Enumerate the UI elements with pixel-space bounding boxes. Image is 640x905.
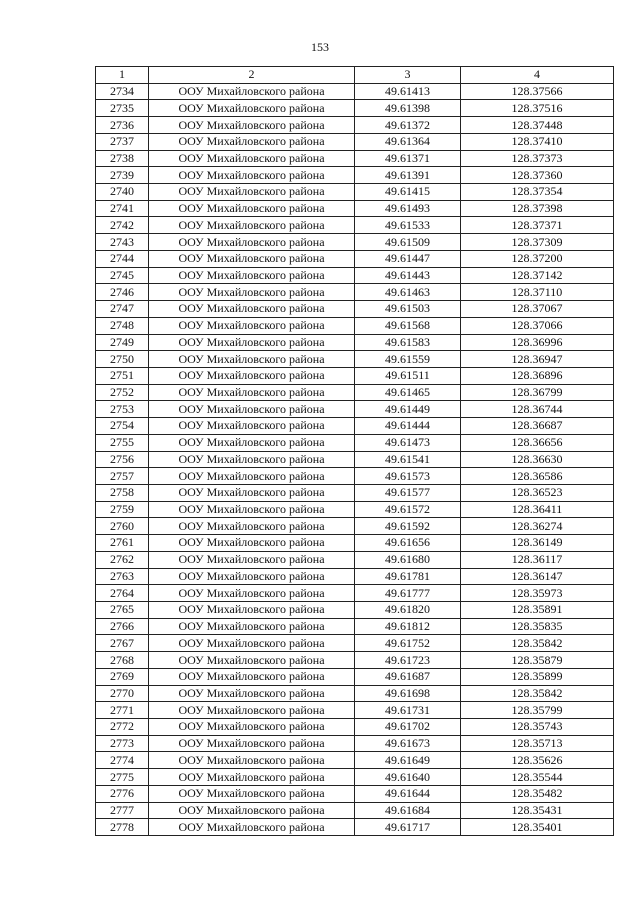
owner-name: ООУ Михайловского района (149, 785, 355, 802)
row-number: 2736 (96, 117, 149, 134)
table-row (96, 451, 614, 468)
longitude: 128.36117 (461, 551, 614, 568)
table-row (96, 184, 614, 201)
longitude: 128.36896 (461, 367, 614, 384)
latitude: 49.61398 (355, 100, 461, 117)
header-col-4: 4 (461, 67, 614, 84)
owner-name: ООУ Михайловского района (149, 769, 355, 786)
table-row (96, 434, 614, 451)
owner-name: ООУ Михайловского района (149, 434, 355, 451)
table-row (96, 602, 614, 619)
row-number: 2734 (96, 83, 149, 100)
row-number: 2768 (96, 652, 149, 669)
row-number: 2764 (96, 585, 149, 602)
longitude: 128.36523 (461, 484, 614, 501)
owner-name: ООУ Михайловского района (149, 418, 355, 435)
longitude: 128.37142 (461, 267, 614, 284)
latitude: 49.61680 (355, 551, 461, 568)
table-row (96, 351, 614, 368)
latitude: 49.61752 (355, 635, 461, 652)
row-number: 2776 (96, 785, 149, 802)
table-row (96, 802, 614, 819)
table-body (96, 83, 614, 835)
table-row (96, 418, 614, 435)
longitude: 128.36996 (461, 334, 614, 351)
latitude: 49.61684 (355, 802, 461, 819)
row-number: 2774 (96, 752, 149, 769)
table-row (96, 301, 614, 318)
longitude: 128.35799 (461, 702, 614, 719)
latitude: 49.61573 (355, 468, 461, 485)
owner-name: ООУ Михайловского района (149, 585, 355, 602)
table-header (96, 67, 614, 84)
owner-name: ООУ Михайловского района (149, 250, 355, 267)
table-row (96, 83, 614, 100)
latitude: 49.61444 (355, 418, 461, 435)
longitude: 128.36947 (461, 351, 614, 368)
latitude: 49.61698 (355, 685, 461, 702)
longitude: 128.37360 (461, 167, 614, 184)
latitude: 49.61413 (355, 83, 461, 100)
longitude: 128.35879 (461, 652, 614, 669)
latitude: 49.61577 (355, 484, 461, 501)
table-row (96, 501, 614, 518)
longitude: 128.35891 (461, 602, 614, 619)
latitude: 49.61533 (355, 217, 461, 234)
table-row (96, 250, 614, 267)
longitude: 128.37371 (461, 217, 614, 234)
longitude: 128.37516 (461, 100, 614, 117)
latitude: 49.61372 (355, 117, 461, 134)
owner-name: ООУ Михайловского района (149, 602, 355, 619)
row-number: 2735 (96, 100, 149, 117)
owner-name: ООУ Михайловского района (149, 184, 355, 201)
longitude: 128.36149 (461, 535, 614, 552)
longitude: 128.37398 (461, 200, 614, 217)
row-number: 2743 (96, 234, 149, 251)
table-row (96, 685, 614, 702)
table-row (96, 702, 614, 719)
owner-name: ООУ Михайловского района (149, 133, 355, 150)
table-row (96, 568, 614, 585)
latitude: 49.61592 (355, 518, 461, 535)
table-row (96, 484, 614, 501)
longitude: 128.36147 (461, 568, 614, 585)
owner-name: ООУ Михайловского района (149, 117, 355, 134)
latitude: 49.61473 (355, 434, 461, 451)
longitude: 128.37566 (461, 83, 614, 100)
row-number: 2750 (96, 351, 149, 368)
owner-name: ООУ Михайловского района (149, 735, 355, 752)
latitude: 49.61443 (355, 267, 461, 284)
table-row (96, 317, 614, 334)
owner-name: ООУ Михайловского района (149, 83, 355, 100)
row-number: 2757 (96, 468, 149, 485)
table-row (96, 635, 614, 652)
table-row (96, 284, 614, 301)
row-number: 2753 (96, 401, 149, 418)
table-row (96, 167, 614, 184)
owner-name: ООУ Михайловского района (149, 802, 355, 819)
table-row (96, 367, 614, 384)
latitude: 49.61447 (355, 250, 461, 267)
row-number: 2765 (96, 602, 149, 619)
longitude: 128.37110 (461, 284, 614, 301)
row-number: 2755 (96, 434, 149, 451)
longitude: 128.36586 (461, 468, 614, 485)
row-number: 2769 (96, 668, 149, 685)
owner-name: ООУ Михайловского района (149, 351, 355, 368)
row-number: 2746 (96, 284, 149, 301)
owner-name: ООУ Михайловского района (149, 234, 355, 251)
owner-name: ООУ Михайловского района (149, 468, 355, 485)
owner-name: ООУ Михайловского района (149, 217, 355, 234)
latitude: 49.61649 (355, 752, 461, 769)
latitude: 49.61568 (355, 317, 461, 334)
latitude: 49.61731 (355, 702, 461, 719)
table-row (96, 668, 614, 685)
latitude: 49.61702 (355, 719, 461, 736)
row-number: 2767 (96, 635, 149, 652)
owner-name: ООУ Михайловского района (149, 284, 355, 301)
table-row (96, 518, 614, 535)
latitude: 49.61717 (355, 819, 461, 836)
owner-name: ООУ Михайловского района (149, 401, 355, 418)
owner-name: ООУ Михайловского района (149, 167, 355, 184)
latitude: 49.61391 (355, 167, 461, 184)
latitude: 49.61644 (355, 785, 461, 802)
row-number: 2760 (96, 518, 149, 535)
latitude: 49.61511 (355, 367, 461, 384)
table-row (96, 585, 614, 602)
table-row (96, 618, 614, 635)
owner-name: ООУ Михайловского района (149, 752, 355, 769)
table-row (96, 133, 614, 150)
table-row (96, 117, 614, 134)
longitude: 128.35713 (461, 735, 614, 752)
owner-name: ООУ Михайловского района (149, 702, 355, 719)
row-number: 2754 (96, 418, 149, 435)
latitude: 49.61583 (355, 334, 461, 351)
longitude: 128.35743 (461, 719, 614, 736)
row-number: 2738 (96, 150, 149, 167)
owner-name: ООУ Михайловского района (149, 451, 355, 468)
owner-name: ООУ Михайловского района (149, 819, 355, 836)
row-number: 2745 (96, 267, 149, 284)
coordinates-table (95, 66, 614, 836)
longitude: 128.37067 (461, 301, 614, 318)
owner-name: ООУ Михайловского района (149, 685, 355, 702)
row-number: 2739 (96, 167, 149, 184)
latitude: 49.61364 (355, 133, 461, 150)
row-number: 2747 (96, 301, 149, 318)
longitude: 128.35899 (461, 668, 614, 685)
table-row (96, 819, 614, 836)
longitude: 128.35842 (461, 635, 614, 652)
longitude: 128.36630 (461, 451, 614, 468)
row-number: 2749 (96, 334, 149, 351)
latitude: 49.61777 (355, 585, 461, 602)
longitude: 128.35835 (461, 618, 614, 635)
owner-name: ООУ Михайловского района (149, 719, 355, 736)
owner-name: ООУ Михайловского района (149, 652, 355, 669)
row-number: 2752 (96, 384, 149, 401)
longitude: 128.36411 (461, 501, 614, 518)
longitude: 128.35626 (461, 752, 614, 769)
table-row (96, 334, 614, 351)
latitude: 49.61559 (355, 351, 461, 368)
table-row (96, 785, 614, 802)
owner-name: ООУ Михайловского района (149, 551, 355, 568)
owner-name: ООУ Михайловского района (149, 317, 355, 334)
latitude: 49.61656 (355, 535, 461, 552)
row-number: 2741 (96, 200, 149, 217)
latitude: 49.61449 (355, 401, 461, 418)
owner-name: ООУ Михайловского района (149, 518, 355, 535)
longitude: 128.37066 (461, 317, 614, 334)
page-number: 153 (311, 40, 329, 54)
latitude: 49.61371 (355, 150, 461, 167)
row-number: 2748 (96, 317, 149, 334)
longitude: 128.37200 (461, 250, 614, 267)
row-number: 2758 (96, 484, 149, 501)
table-row (96, 735, 614, 752)
latitude: 49.61723 (355, 652, 461, 669)
latitude: 49.61781 (355, 568, 461, 585)
table-row (96, 100, 614, 117)
table-row (96, 150, 614, 167)
table-row (96, 652, 614, 669)
row-number: 2740 (96, 184, 149, 201)
row-number: 2773 (96, 735, 149, 752)
longitude: 128.36656 (461, 434, 614, 451)
row-number: 2744 (96, 250, 149, 267)
latitude: 49.61541 (355, 451, 461, 468)
latitude: 49.61687 (355, 668, 461, 685)
longitude: 128.35401 (461, 819, 614, 836)
longitude: 128.37448 (461, 117, 614, 134)
row-number: 2763 (96, 568, 149, 585)
owner-name: ООУ Михайловского района (149, 384, 355, 401)
longitude: 128.36744 (461, 401, 614, 418)
owner-name: ООУ Михайловского района (149, 267, 355, 284)
table-row (96, 200, 614, 217)
owner-name: ООУ Михайловского района (149, 100, 355, 117)
owner-name: ООУ Михайловского района (149, 484, 355, 501)
longitude: 128.37354 (461, 184, 614, 201)
header-col-2: 2 (149, 67, 355, 84)
row-number: 2772 (96, 719, 149, 736)
table-row (96, 719, 614, 736)
longitude: 128.36799 (461, 384, 614, 401)
table-row (96, 769, 614, 786)
latitude: 49.61493 (355, 200, 461, 217)
latitude: 49.61673 (355, 735, 461, 752)
longitude: 128.36274 (461, 518, 614, 535)
row-number: 2775 (96, 769, 149, 786)
latitude: 49.61812 (355, 618, 461, 635)
owner-name: ООУ Михайловского района (149, 334, 355, 351)
owner-name: ООУ Михайловского района (149, 200, 355, 217)
longitude: 128.37373 (461, 150, 614, 167)
owner-name: ООУ Михайловского района (149, 501, 355, 518)
header-col-3: 3 (355, 67, 461, 84)
longitude: 128.35482 (461, 785, 614, 802)
table-row (96, 234, 614, 251)
table-row (96, 217, 614, 234)
row-number: 2751 (96, 367, 149, 384)
row-number: 2762 (96, 551, 149, 568)
table-row (96, 401, 614, 418)
row-number: 2766 (96, 618, 149, 635)
table-row (96, 384, 614, 401)
table-row (96, 535, 614, 552)
longitude: 128.35544 (461, 769, 614, 786)
table-row (96, 468, 614, 485)
row-number: 2777 (96, 802, 149, 819)
header-col-1: 1 (96, 67, 149, 84)
owner-name: ООУ Михайловского района (149, 150, 355, 167)
row-number: 2778 (96, 819, 149, 836)
latitude: 49.61415 (355, 184, 461, 201)
longitude: 128.37410 (461, 133, 614, 150)
owner-name: ООУ Михайловского района (149, 635, 355, 652)
longitude: 128.35973 (461, 585, 614, 602)
row-number: 2742 (96, 217, 149, 234)
latitude: 49.61465 (355, 384, 461, 401)
row-number: 2759 (96, 501, 149, 518)
owner-name: ООУ Михайловского района (149, 367, 355, 384)
row-number: 2771 (96, 702, 149, 719)
table-row (96, 551, 614, 568)
row-number: 2756 (96, 451, 149, 468)
table-row (96, 267, 614, 284)
row-number: 2770 (96, 685, 149, 702)
latitude: 49.61463 (355, 284, 461, 301)
row-number: 2761 (96, 535, 149, 552)
latitude: 49.61509 (355, 234, 461, 251)
latitude: 49.61640 (355, 769, 461, 786)
owner-name: ООУ Михайловского района (149, 301, 355, 318)
latitude: 49.61503 (355, 301, 461, 318)
latitude: 49.61572 (355, 501, 461, 518)
owner-name: ООУ Михайловского района (149, 535, 355, 552)
owner-name: ООУ Михайловского района (149, 618, 355, 635)
longitude: 128.36687 (461, 418, 614, 435)
owner-name: ООУ Михайловского района (149, 568, 355, 585)
owner-name: ООУ Михайловского района (149, 668, 355, 685)
table-row (96, 752, 614, 769)
longitude: 128.37309 (461, 234, 614, 251)
longitude: 128.35842 (461, 685, 614, 702)
latitude: 49.61820 (355, 602, 461, 619)
longitude: 128.35431 (461, 802, 614, 819)
row-number: 2737 (96, 133, 149, 150)
header-row (96, 67, 614, 84)
